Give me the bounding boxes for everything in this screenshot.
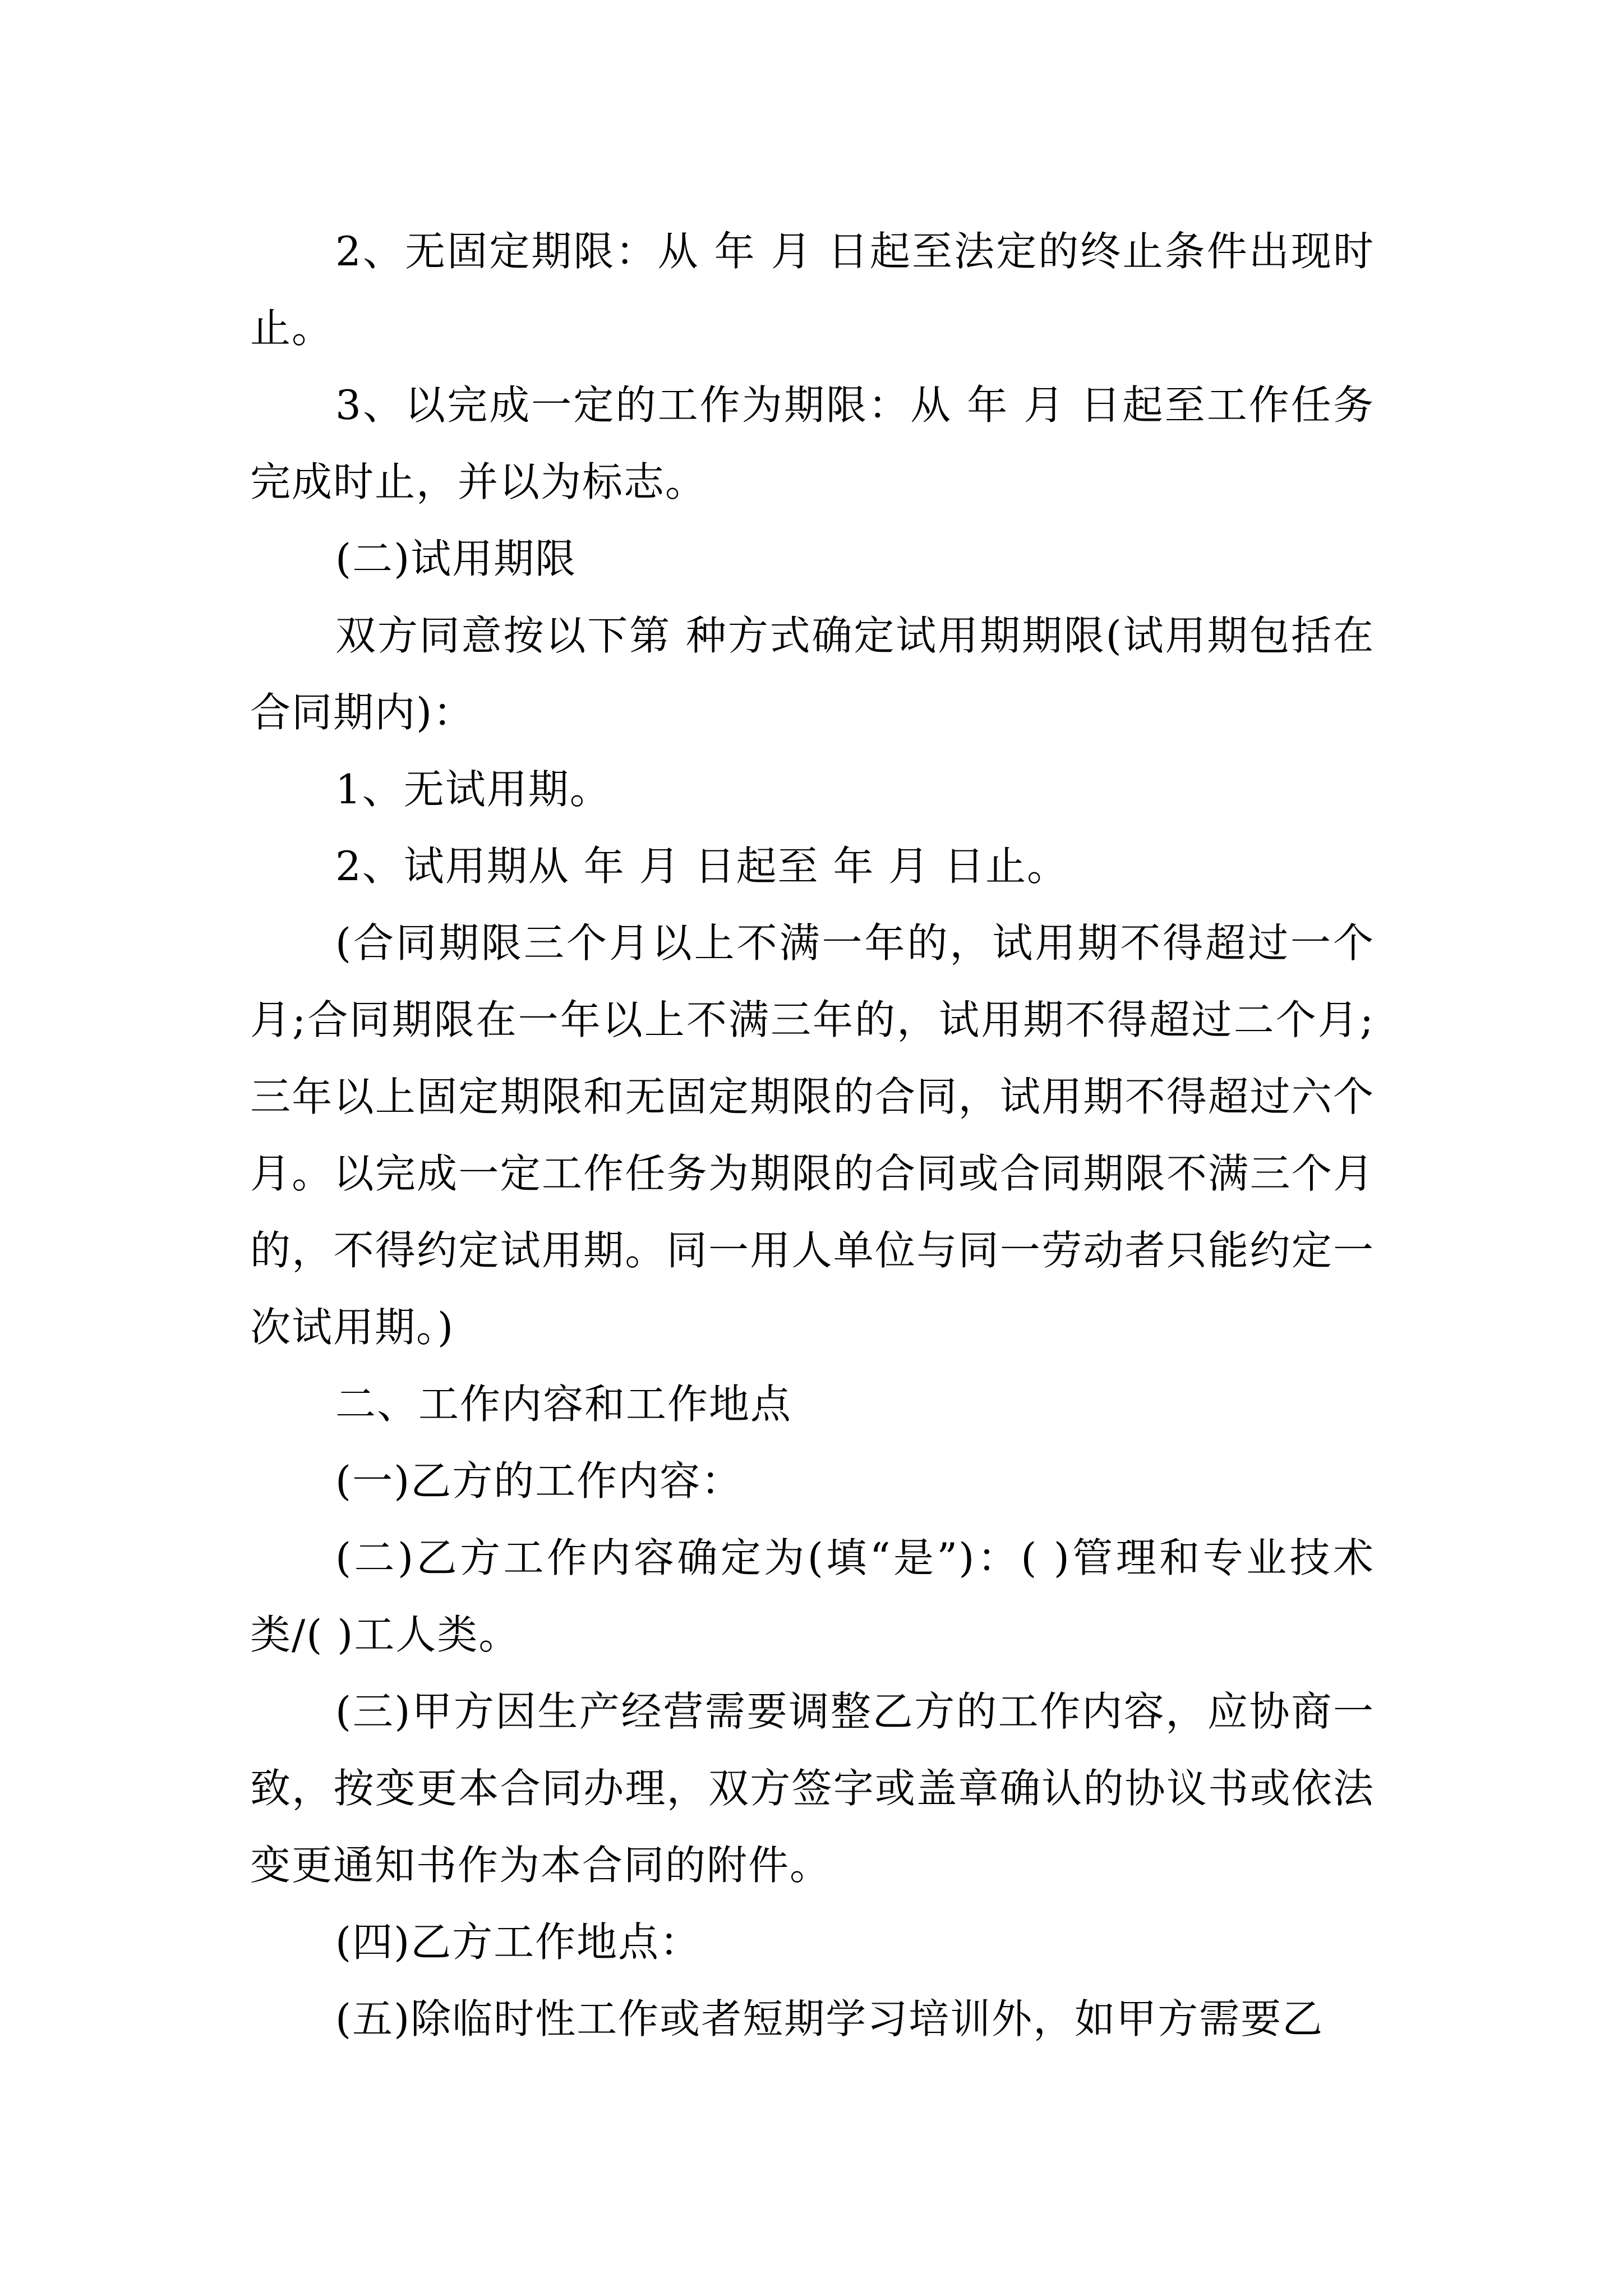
paragraph-work-adjustment: (三)甲方因生产经营需要调整乙方的工作内容，应协商一致，按变更本合同办理，双方签字或盖章确认的协议书或依法变更通知书作为本合同的附件。 — [250, 1688, 1375, 1889]
paragraph-indefinite-term: 2、无固定期限：从 年 月 日起至法定的终止条件出现时止。 — [250, 228, 1375, 352]
paragraph-work-content: (一)乙方的工作内容： — [335, 1457, 743, 1504]
paragraph-probation-rules: (合同期限三个月以上不满一年的，试用期不得超过一个月;合同期限在一年以上不满三年的，试用期不得超过二个月;三年以上固定期限和无固定期限的合同，试用期不得超过六个月。以完成一定工作任务为期限的合同或合同期限不满三个月的，不得约定试用期。同一用人单位与同一劳动者只能约定一次试用期。) — [250, 919, 1375, 1351]
paragraph-work-location: (四)乙方工作地点： — [335, 1918, 702, 1966]
section-heading-probation: (二)试用期限 — [335, 535, 577, 582]
paragraph-temporary-work: (五)除临时性工作或者短期学习培训外，如甲方需要乙 — [335, 1995, 1324, 2042]
paragraph-work-category: (二)乙方工作内容确定为(填“是”)：( )管理和专业技术类/( )工人类。 — [250, 1534, 1375, 1658]
paragraph-probation-method: 双方同意按以下第 种方式确定试用期期限(试用期包括在合同期内)： — [250, 612, 1375, 736]
paragraph-task-based-term: 3、以完成一定的工作为期限：从 年 月 日起至工作任务完成时止，并以为标志。 — [250, 381, 1375, 505]
section-heading-work-content: 二、工作内容和工作地点 — [335, 1381, 792, 1428]
paragraph-no-probation: 1、无试用期。 — [335, 766, 611, 813]
paragraph-probation-period: 2、试用期从 年 月 日起至 年 月 日止。 — [335, 843, 1069, 890]
document-body — [250, 213, 1375, 2058]
